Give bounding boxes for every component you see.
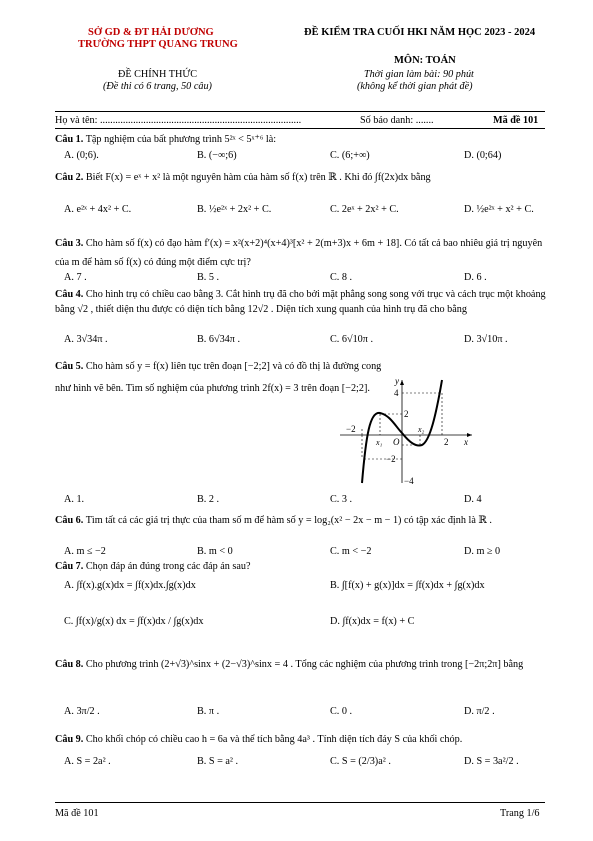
q6-option-b[interactable]: B. m < 0 [197,546,233,557]
q4-option-b[interactable]: B. 6√34π . [197,334,240,345]
question-4: Câu 4. Cho hình trụ có chiều cao bằng 3. Cắt hình trụ đã cho bởi mặt phẳng song song với trục và cách trục một khoảng bằng √2 , thiết diện thu được có diện tích bằng 12√2 . Diện tích xung quanh của hình trụ đã cho bằng [55,289,546,315]
dept-name: SỞ GD & ĐT HẢI DƯƠNG [88,27,214,38]
q8-option-a[interactable]: A. 3π/2 . [64,706,100,717]
q6-option-d[interactable]: D. m ≥ 0 [464,546,501,557]
q2-option-a[interactable]: A. e²ˣ + 4x² + C. [64,204,132,215]
question-6: Câu 6. Tìm tất cả các giá trị thực của tham số m để hàm số y = log₂(x² − 2x − m − 1) có tập xác định là ℝ . [55,515,492,526]
q1-option-b[interactable]: B. (−∞;6) [197,150,237,161]
q7-option-c[interactable]: C. ∫f(x)/g(x) dx = ∫f(x)dx / ∫g(x)dx [64,616,204,627]
q1-option-d[interactable]: D. (0;64) [464,150,502,161]
footer-code: Mã đề 101 [55,808,99,819]
q5-option-a[interactable]: A. 1. [64,494,85,505]
x-tick-2: 2 [444,437,449,447]
question-2: Câu 2. Biết F(x) = eˣ + x² là một nguyên hàm của hàm số f(x) trên ℝ . Khi đó ∫f(2x)dx bằng [55,172,431,183]
q9-option-c[interactable]: C. S = (2/3)a² . [330,756,391,767]
y-tick-neg4: −4 [404,476,414,486]
q4-option-c[interactable]: C. 6√10π . [330,334,373,345]
subject: MÔN: TOÁN [394,55,456,66]
x2-label: x₂ [418,425,425,434]
q2-option-c[interactable]: C. 2eˣ + 2x² + C. [330,204,399,215]
sbd-field: Số báo danh: ....... [360,115,434,126]
q3-option-a[interactable]: A. 7 . [64,272,87,283]
time-limit: Thời gian làm bài: 90 phút [364,69,474,80]
y-tick-4: 4 [394,388,399,398]
q8-option-c[interactable]: C. 0 . [330,706,353,717]
q2-option-b[interactable]: B. ½e²ˣ + 2x² + C. [197,204,272,215]
header-top-rule [55,111,545,112]
question-7: Câu 7. Chọn đáp án đúng trong các đáp án sau? [55,561,251,572]
y-tick-2: 2 [404,409,409,419]
q7-option-d[interactable]: D. ∫f(x)dx = f(x) + C [330,616,415,627]
exam-title: ĐỀ KIỂM TRA CUỐI HKI NĂM HỌC 2023 - 2024 [304,27,536,38]
q1-option-c[interactable]: C. (6;+∞) [330,150,370,161]
x1-label: x₁ [376,438,383,447]
q9-option-b[interactable]: B. S = a² . [197,756,239,767]
q4-option-a[interactable]: A. 3√34π . [64,334,108,345]
name-field: Họ và tên: ............................................................................... [55,115,302,126]
q8-option-d[interactable]: D. π/2 . [464,706,495,717]
q9-option-a[interactable]: A. S = 2a² . [64,756,111,767]
q2-option-d[interactable]: D. ½e²ˣ + x² + C. [464,204,534,215]
q5-option-c[interactable]: C. 3 . [330,494,353,505]
q9-option-d[interactable]: D. S = 3a²/2 . [464,756,519,767]
question-8: Câu 8. Cho phương trình (2+√3)^sinx + (2−√3)^sinx = 4 . Tổng các nghiệm của phương trình trong [−2π;2π] bằng [55,659,524,670]
pages-note: (Đề thi có 6 trang, 50 câu) [103,81,212,92]
q5-option-b[interactable]: B. 2 . [197,494,220,505]
q3-option-c[interactable]: C. 8 . [330,272,353,283]
origin-label: O [393,437,400,447]
question-1: Câu 1. Tập nghiệm của bất phương trình 5²ˣ < 5ˣ⁺⁶ là: [55,134,277,145]
q5-option-d[interactable]: D. 4 [464,494,482,505]
page-number: Trang 1/6 [500,808,540,819]
q6-option-a[interactable]: A. m ≤ −2 [64,546,106,557]
q7-option-b[interactable]: B. ∫[f(x) + g(x)]dx = ∫f(x)dx + ∫g(x)dx [330,580,485,591]
school-name: TRƯỜNG THPT QUANG TRUNG [78,39,238,50]
time-note: (không kể thời gian phát đề) [357,81,473,92]
exam-code: Mã đề 101 [493,115,539,126]
function-graph [340,375,475,487]
q3-option-d[interactable]: D. 6 . [464,272,487,283]
x-label: x [464,437,468,447]
q4-option-d[interactable]: D. 3√10π . [464,334,508,345]
q7-option-a[interactable]: A. ∫f(x).g(x)dx = ∫f(x)dx.∫g(x)dx [64,580,196,591]
question-9: Câu 9. Cho khối chóp có chiều cao h = 6a và thể tích bằng 4a³ . Tính diện tích đáy S của khối chóp. [55,734,463,745]
question-3: Câu 3. Cho hàm số f(x) có đạo hàm f′(x) = x²(x+2)⁴(x+4)³[x² + 2(m+3)x + 6m + 18]. Có tất cả bao nhiêu giá trị nguyên của m để hàm số f(x) có đúng một điểm cực trị? [55,238,543,268]
question-5: Câu 5. Cho hàm số y = f(x) liên tục trên đoạn [−2;2] và có đồ thị là đường cong như hình vẽ bên. Tìm số nghiệm của phương trình 2f(x) = 3 trên đoạn [−2;2]. [55,361,382,394]
y-label: y [395,376,399,386]
official-label: ĐỀ CHÍNH THỨC [118,69,198,80]
header-bottom-rule [55,128,545,129]
x-tick-neg2: −2 [346,424,356,434]
footer-rule [55,802,545,803]
q3-option-b[interactable]: B. 5 . [197,272,220,283]
q6-option-c[interactable]: C. m < −2 [330,546,372,557]
y-tick-neg2: −2 [386,454,396,464]
y-axis-arrow [400,380,404,385]
q1-option-a[interactable]: A. (0;6). [64,150,99,161]
q8-option-b[interactable]: B. π . [197,706,220,717]
